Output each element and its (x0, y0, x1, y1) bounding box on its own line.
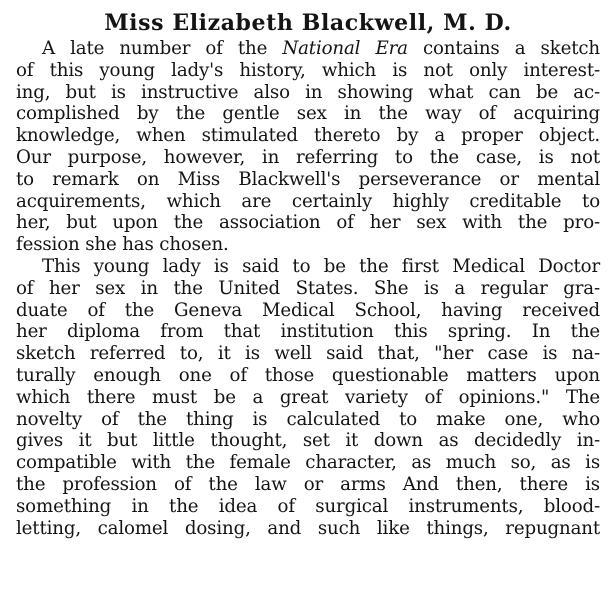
text-line: fession she has chosen. (16, 234, 229, 256)
text-line: which there must be a great variety of opinions." The (16, 386, 600, 408)
text-line: A late number of the National Era contains a sketch (42, 38, 600, 59)
article-headline: Miss Elizabeth Blackwell, M. D. (104, 10, 512, 36)
publication-title: National Era (282, 38, 408, 59)
text-line: something in the idea of surgical instruments, blood- (16, 495, 600, 517)
text-line: duate of the Geneva Medical School, having received (16, 299, 600, 321)
text-line: letting, calomel dosing, and such like things, repugnant (16, 517, 600, 539)
text-line: sketch referred to, it is well said that, "her case is na- (16, 343, 600, 365)
article-paragraph-2 (16, 256, 600, 539)
text-line: novelty of the thing is calculated to make one, who (16, 408, 600, 430)
text-line: ing, but is instructive also in showing what can be ac- (16, 81, 600, 103)
text-line: her, but upon the association of her sex with the pro- (16, 212, 600, 234)
text-line: the profession of the law or arms And then, there is (16, 473, 600, 495)
text-line: to remark on Miss Blackwell's perseverance or mental (16, 168, 600, 190)
text-line: of her sex in the United States. She is a regular gra- (16, 277, 600, 299)
text-line: her diploma from that institution this spring. In the (16, 321, 600, 343)
text-line: knowledge, when stimulated thereto by a proper object. (16, 125, 600, 147)
text-line: This young lady is said to be the first Medical Doctor (42, 255, 600, 277)
text-line: complished by the gentle sex in the way of acquiring (16, 103, 600, 125)
text-line: compatible with the female character, as much so, as is (16, 452, 600, 474)
text-line: turally enough one of those questionable matters upon (16, 364, 600, 386)
text-line: acquirements, which are certainly highly creditable to (16, 190, 600, 212)
article-paragraph-1 (16, 38, 600, 256)
text-line: of this young lady's history, which is not only interest- (16, 59, 600, 81)
text-line: gives it but little thought, set it down as decidedly in- (16, 430, 600, 452)
text-line: Our purpose, however, in referring to the case, is not (16, 146, 600, 168)
